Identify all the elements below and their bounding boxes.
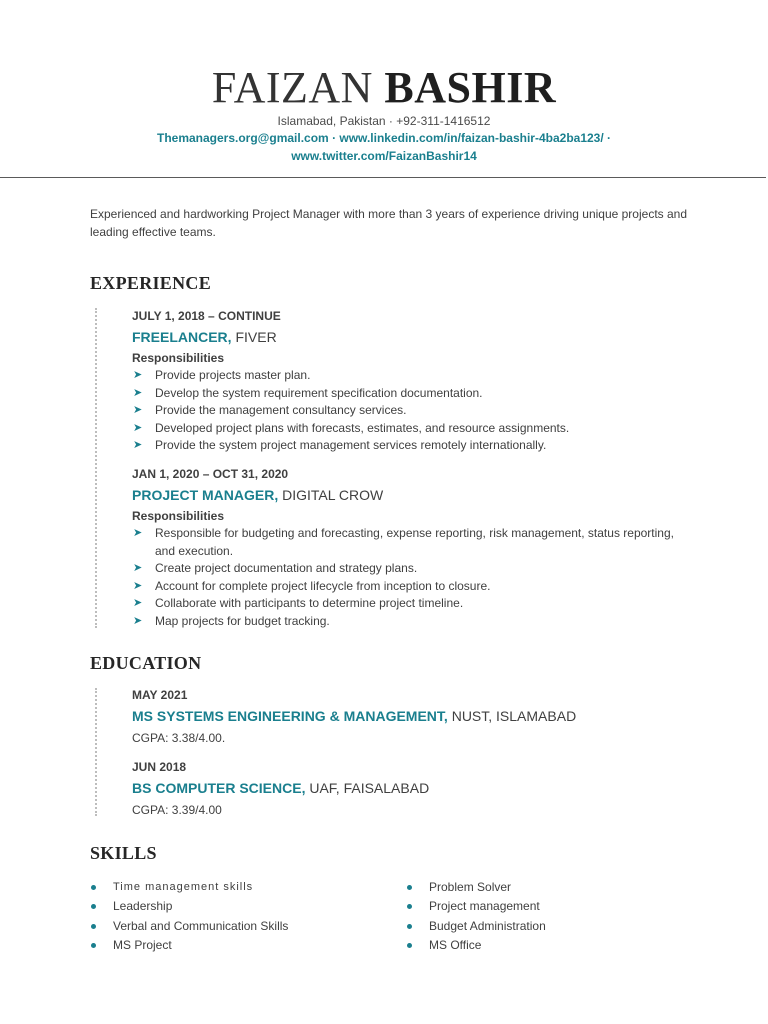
resume-name — [0, 62, 768, 113]
list-item — [132, 613, 692, 631]
list-item-text: Provide the management consultancy services. — [155, 403, 407, 417]
list-item-text: Create project documentation and strategy plans. — [155, 561, 418, 575]
list-item-text: Responsible for budgeting and forecasting, expense reporting, risk management, status reporting, and execution. — [155, 526, 674, 558]
education-heading: EDUCATION — [90, 653, 202, 673]
last-name: BASHIR — [384, 63, 557, 112]
experience-entry — [132, 308, 692, 455]
contact-links-line2[interactable]: www.twitter.com/FaizanBashir14 — [291, 149, 477, 163]
skill-text: Time management skills — [113, 881, 254, 893]
summary-text: Experienced and hardworking Project Manager with more than 3 years of experience driving unique projects and leading effective teams. — [90, 207, 688, 239]
dot-bullet-icon — [91, 885, 96, 890]
list-item — [132, 385, 692, 403]
arrow-bullet-icon: ➤ — [133, 579, 143, 592]
responsibility-list — [132, 367, 692, 455]
arrow-bullet-icon: ➤ — [133, 562, 143, 574]
skill-text: MS Project — [113, 937, 172, 952]
arrow-bullet-icon: ➤ — [133, 386, 143, 399]
entry-role — [132, 706, 692, 726]
list-item-text: Collaborate with participants to determine project timeline. — [155, 596, 464, 610]
skills-heading: SKILLS — [90, 843, 157, 863]
experience-entry — [132, 466, 692, 630]
arrow-bullet-icon: ➤ — [133, 527, 143, 539]
list-item — [407, 936, 546, 955]
entry-org: NUST, ISLAMABAD — [447, 708, 577, 724]
first-name: FAIZAN — [211, 63, 373, 112]
arrow-bullet-icon: ➤ — [133, 597, 143, 609]
entry-org: FIVER — [231, 329, 277, 345]
entry-title: BS COMPUTER SCIENCE, — [132, 780, 306, 796]
skill-text: Project management — [429, 899, 540, 914]
entry-title: FREELANCER, — [132, 329, 232, 345]
entry-org: DIGITAL CROW — [278, 487, 384, 503]
skill-text: Leadership — [113, 899, 173, 914]
list-item-text: Provide the system project management services remotely internationally. — [155, 438, 547, 452]
education-entry — [132, 759, 692, 818]
entry-date: JAN 1, 2020 – OCT 31, 2020 — [132, 467, 289, 481]
list-item — [91, 878, 288, 897]
dot-bullet-icon — [407, 885, 412, 890]
list-item — [132, 437, 692, 455]
experience-timeline — [95, 308, 97, 628]
experience-heading: EXPERIENCE — [90, 273, 212, 293]
list-item — [132, 367, 692, 385]
list-item — [91, 897, 288, 916]
dot-bullet-icon — [407, 904, 412, 909]
dot-bullet-icon — [91, 924, 96, 929]
education-timeline — [95, 688, 97, 816]
arrow-bullet-icon: ➤ — [133, 439, 143, 451]
list-item — [132, 578, 692, 596]
contact-address: Islamabad, Pakistan · +92-311-1416512 — [277, 114, 491, 128]
entry-title: MS SYSTEMS ENGINEERING & MANAGEMENT, — [132, 708, 448, 724]
entry-role — [132, 485, 692, 505]
entry-role — [132, 327, 692, 347]
entry-title: PROJECT MANAGER, — [132, 487, 279, 503]
dot-bullet-icon — [91, 943, 96, 948]
list-item — [91, 917, 288, 936]
list-item-text: Provide projects master plan. — [155, 368, 311, 382]
dot-bullet-icon — [407, 924, 412, 929]
list-item-text: Develop the system requirement specification documentation. — [155, 385, 483, 400]
entry-role — [132, 778, 692, 798]
education-entry — [132, 687, 692, 746]
dot-bullet-icon — [407, 943, 412, 948]
skills-list-left — [91, 878, 288, 955]
arrow-bullet-icon: ➤ — [133, 369, 143, 381]
entry-date: MAY 2021 — [132, 688, 188, 702]
entry-date: JUN 2018 — [132, 760, 187, 774]
arrow-bullet-icon: ➤ — [133, 421, 143, 434]
list-item — [407, 917, 546, 936]
contact-links-line1[interactable]: Themanagers.org@gmail.com · www.linkedin.com/in/faizan-bashir-4ba2ba123/ · — [156, 131, 612, 145]
arrow-bullet-icon: ➤ — [133, 404, 143, 416]
list-item-text: Map projects for budget tracking. — [155, 613, 330, 628]
skill-text: Budget Administration — [429, 918, 546, 933]
entry-gpa: CGPA: 3.38/4.00. — [132, 731, 226, 745]
header-divider — [0, 177, 766, 178]
entry-date: JULY 1, 2018 – CONTINUE — [132, 309, 281, 323]
entry-subheading: Responsibilities — [132, 351, 225, 365]
list-item — [132, 420, 692, 438]
skill-text: Verbal and Communication Skills — [113, 918, 289, 933]
list-item-text: Developed project plans with forecasts, estimates, and resource assignments. — [155, 420, 570, 435]
list-item — [132, 560, 692, 578]
skill-text: MS Office — [429, 937, 482, 952]
list-item — [132, 525, 692, 560]
dot-bullet-icon — [91, 904, 96, 909]
list-item — [407, 878, 546, 897]
list-item-text: Account for complete project lifecycle from inception to closure. — [155, 578, 491, 593]
list-item — [91, 936, 288, 955]
entry-gpa: CGPA: 3.39/4.00 — [132, 803, 222, 817]
list-item — [407, 897, 546, 916]
list-item — [132, 595, 692, 613]
entry-subheading: Responsibilities — [132, 509, 225, 523]
arrow-bullet-icon: ➤ — [133, 614, 143, 627]
responsibility-list — [132, 525, 692, 630]
list-item — [132, 402, 692, 420]
entry-org: UAF, FAISALABAD — [305, 780, 430, 796]
skills-list-right — [407, 878, 546, 955]
skill-text: Problem Solver — [429, 880, 512, 894]
